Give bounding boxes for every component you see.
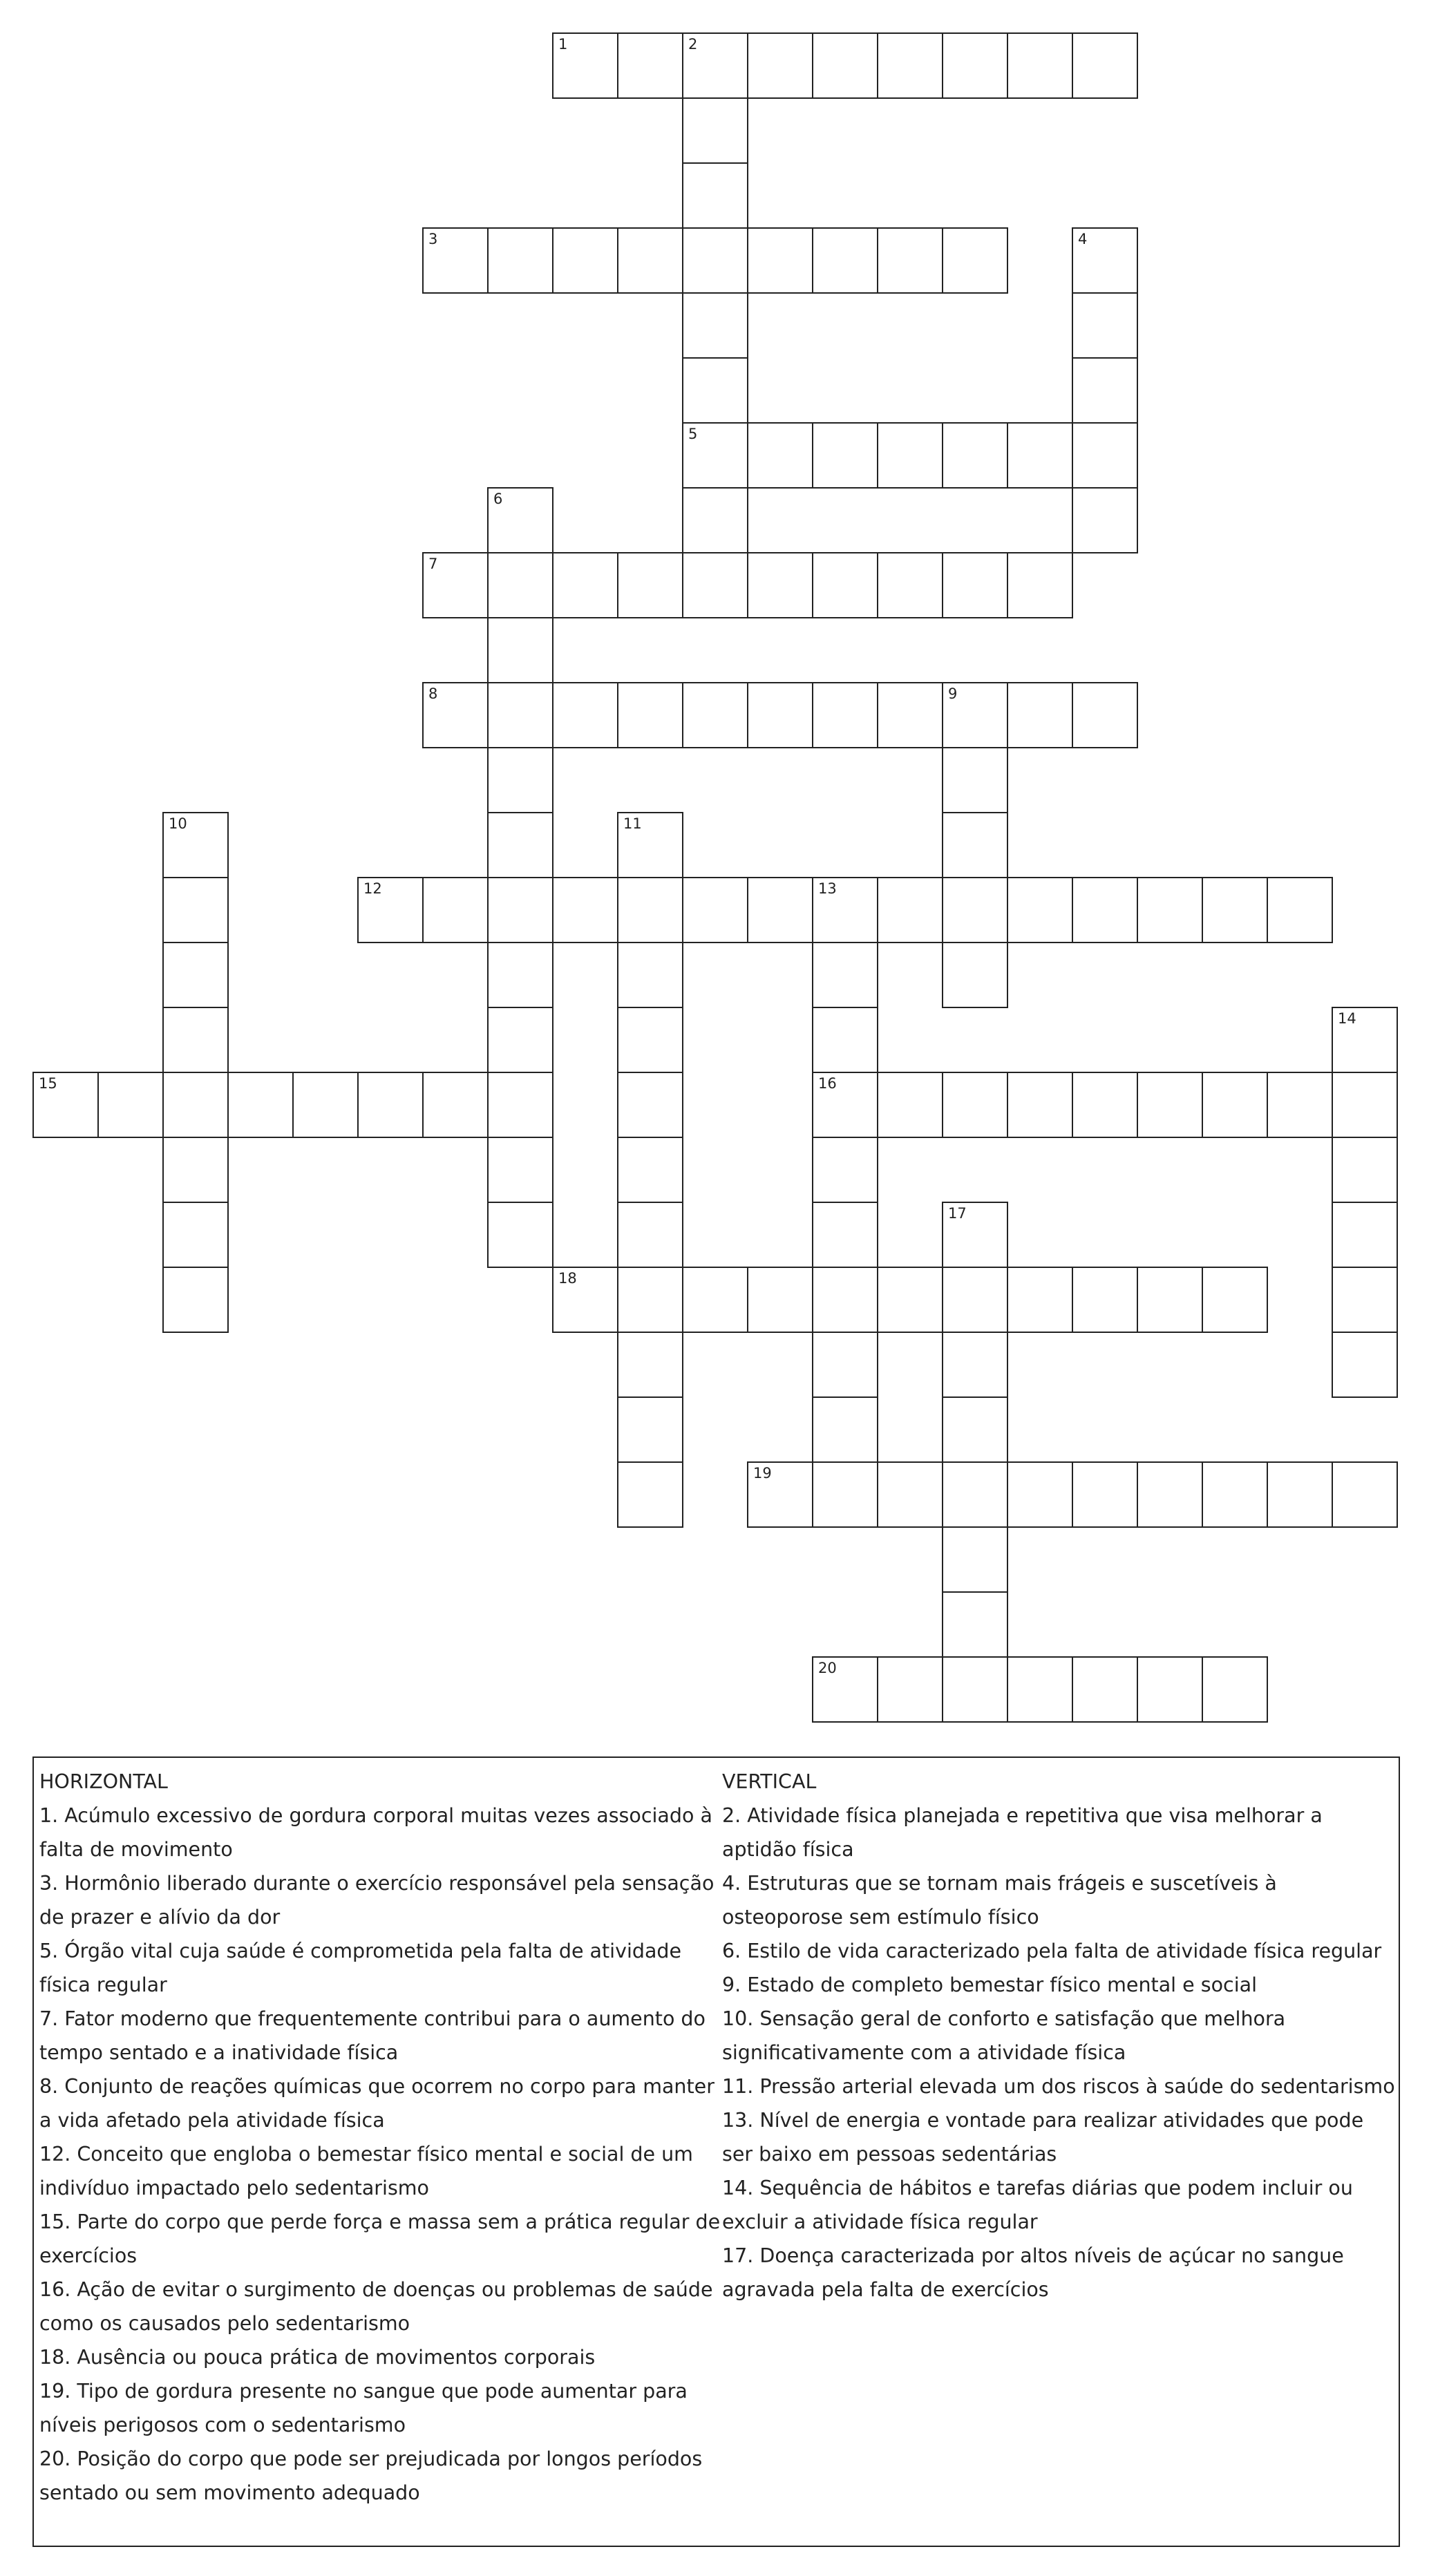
clue-item: 7. Fator moderno que frequentemente contribui para o aumento do tempo sentado e a inatividade física (39, 2007, 706, 2064)
grid-cell[interactable] (487, 1137, 553, 1203)
cell-number: 13 (818, 880, 837, 897)
grid-cell[interactable] (812, 877, 878, 943)
clue-item: 5. Órgão vital cuja saúde é comprometida pela falta de atividade física regular (39, 1940, 682, 1996)
grid-cell[interactable] (487, 552, 553, 618)
grid-cell[interactable] (942, 1072, 1008, 1138)
grid-cell[interactable] (487, 812, 553, 878)
grid-cell[interactable] (1007, 877, 1073, 943)
cell-number: 14 (1338, 1010, 1356, 1027)
grid-cell[interactable] (942, 422, 1008, 489)
grid-cell[interactable] (617, 32, 683, 99)
grid-cell[interactable] (32, 1072, 99, 1138)
cell-number: 5 (688, 426, 698, 442)
grid-cell[interactable] (942, 747, 1008, 813)
clue-item: 17. Doença caracterizada por altos níveis de açúcar no sangue agravada pela falta de exercícios (722, 2244, 1344, 2301)
grid-cell[interactable] (942, 32, 1008, 99)
grid-cell[interactable] (1332, 1461, 1398, 1528)
grid-cell[interactable] (617, 1332, 683, 1398)
grid-cell[interactable] (1332, 1267, 1398, 1333)
grid-cell[interactable] (812, 1332, 878, 1398)
vertical-clue-list (722, 1799, 1396, 2307)
grid-cell[interactable] (1007, 1072, 1073, 1138)
clues-box (32, 1756, 1400, 2547)
grid-cell[interactable] (422, 1072, 489, 1138)
grid-cell[interactable] (942, 942, 1008, 1008)
grid-cell[interactable] (812, 227, 878, 294)
grid-cell[interactable] (682, 877, 748, 943)
clue-item: 18. Ausência ou pouca prática de movimentos corporais (39, 2346, 596, 2369)
grid-cell[interactable] (422, 227, 489, 294)
grid-cell[interactable] (682, 162, 748, 229)
grid-cell[interactable] (942, 552, 1008, 618)
grid-cell[interactable] (552, 552, 618, 618)
cell-number: 7 (428, 556, 438, 572)
clue-item: 16. Ação de evitar o surgimento de doenças ou problemas de saúde como os causados pelo sedentarismo (39, 2278, 713, 2335)
grid-cell[interactable] (747, 422, 813, 489)
grid-cell[interactable] (1007, 1461, 1073, 1528)
grid-cell[interactable] (877, 422, 943, 489)
grid-cell[interactable] (877, 227, 943, 294)
clue-item: 14. Sequência de hábitos e tarefas diárias que podem incluir ou excluir a atividade física regular (722, 2177, 1353, 2233)
horizontal-clues-column (39, 1765, 723, 2510)
grid-cell[interactable] (617, 682, 683, 748)
grid-cell[interactable] (942, 812, 1008, 878)
grid-cell[interactable] (747, 552, 813, 618)
cell-number: 19 (753, 1465, 772, 1481)
grid-cell[interactable] (747, 1267, 813, 1333)
grid-cell[interactable] (942, 1267, 1008, 1333)
grid-cell[interactable] (812, 1267, 878, 1333)
grid-cell[interactable] (1007, 1656, 1073, 1723)
grid-cell[interactable] (1332, 1007, 1398, 1073)
grid-cell[interactable] (877, 1461, 943, 1528)
grid-cell[interactable] (942, 1396, 1008, 1463)
grid-cell[interactable] (747, 32, 813, 99)
clue-item: 13. Nível de energia e vontade para realizar atividades que pode ser baixo em pessoas sedentárias (722, 2109, 1364, 2166)
grid-cell[interactable] (812, 1656, 878, 1723)
clue-item: 1. Acúmulo excessivo de gordura corporal muitas vezes associado à falta de movimento (39, 1804, 712, 1861)
horizontal-clue-list (39, 1799, 723, 2510)
grid-cell[interactable] (487, 227, 553, 294)
grid-cell[interactable] (942, 877, 1008, 943)
cell-number: 2 (688, 36, 698, 53)
grid-cell[interactable] (227, 1072, 294, 1138)
clue-item: 9. Estado de completo bemestar físico mental e social (722, 1973, 1257, 1996)
cell-number: 4 (1078, 231, 1088, 247)
grid-cell[interactable] (1007, 552, 1073, 618)
grid-cell[interactable] (682, 682, 748, 748)
cell-number: 20 (818, 1660, 837, 1676)
grid-cell[interactable] (812, 1007, 878, 1073)
grid-cell[interactable] (1007, 682, 1073, 748)
cell-number: 3 (428, 231, 438, 247)
grid-cell[interactable] (812, 682, 878, 748)
grid-cell[interactable] (617, 1072, 683, 1138)
grid-cell[interactable] (1332, 1072, 1398, 1138)
grid-cell[interactable] (877, 552, 943, 618)
grid-cell[interactable] (1267, 1461, 1333, 1528)
grid-cell[interactable] (1072, 422, 1138, 489)
grid-cell[interactable] (617, 552, 683, 618)
grid-cell[interactable] (487, 1072, 553, 1138)
grid-cell[interactable] (682, 357, 748, 424)
grid-cell[interactable] (1137, 877, 1203, 943)
grid-cell[interactable] (1072, 357, 1138, 424)
grid-cell[interactable] (487, 682, 553, 748)
grid-cell[interactable] (487, 1007, 553, 1073)
grid-cell[interactable] (812, 1137, 878, 1203)
grid-cell[interactable] (1072, 1072, 1138, 1138)
clue-item: 4. Estruturas que se tornam mais frágeis e suscetíveis à osteoporose sem estímulo físico (722, 1872, 1277, 1929)
grid-cell[interactable] (162, 1267, 229, 1333)
grid-cell[interactable] (747, 682, 813, 748)
grid-cell[interactable] (357, 877, 424, 943)
grid-cell[interactable] (1072, 877, 1138, 943)
grid-cell[interactable] (552, 227, 618, 294)
grid-cell[interactable] (162, 1072, 229, 1138)
grid-cell[interactable] (1137, 1072, 1203, 1138)
grid-cell[interactable] (1072, 682, 1138, 748)
grid-cell[interactable] (552, 32, 618, 99)
grid-cell[interactable] (812, 942, 878, 1008)
grid-cell[interactable] (877, 682, 943, 748)
grid-cell[interactable] (1332, 1137, 1398, 1203)
grid-cell[interactable] (422, 552, 489, 618)
grid-cell[interactable] (942, 227, 1008, 294)
grid-cell[interactable] (812, 1396, 878, 1463)
grid-cell[interactable] (552, 1267, 618, 1333)
grid-cell[interactable] (747, 877, 813, 943)
cell-number: 11 (623, 815, 642, 832)
grid-cell[interactable] (682, 1267, 748, 1333)
clue-item: 3. Hormônio liberado durante o exercício responsável pela sensação de prazer e alívio da dor (39, 1872, 714, 1929)
grid-cell[interactable] (812, 1202, 878, 1268)
grid-cell[interactable] (877, 1656, 943, 1723)
grid-cell[interactable] (1202, 877, 1268, 943)
grid-cell[interactable] (487, 487, 553, 553)
clue-item: 10. Sensação geral de conforto e satisfação que melhora significativamente com a atividade física (722, 2007, 1286, 2064)
grid-cell[interactable] (942, 1461, 1008, 1528)
grid-cell[interactable] (812, 32, 878, 99)
grid-cell[interactable] (617, 227, 683, 294)
grid-cell[interactable] (1072, 292, 1138, 359)
grid-cell[interactable] (617, 1007, 683, 1073)
grid-cell[interactable] (942, 1591, 1008, 1658)
grid-cell[interactable] (1007, 32, 1073, 99)
grid-cell[interactable] (747, 227, 813, 294)
cell-number: 6 (493, 491, 503, 507)
grid-cell[interactable] (1007, 422, 1073, 489)
grid-cell[interactable] (812, 552, 878, 618)
grid-cell[interactable] (162, 942, 229, 1008)
grid-cell[interactable] (1072, 227, 1138, 294)
grid-cell[interactable] (1072, 1656, 1138, 1723)
clue-item: 12. Conceito que engloba o bemestar físico mental e social de um indivíduo impactado pelo sedentarismo (39, 2143, 693, 2199)
grid-cell[interactable] (162, 1137, 229, 1203)
grid-cell[interactable] (487, 747, 553, 813)
grid-cell[interactable] (747, 1461, 813, 1528)
clue-item: 20. Posição do corpo que pode ser prejudicada por longos períodos sentado ou sem movimento adequado (39, 2447, 703, 2504)
grid-cell[interactable] (617, 812, 683, 878)
cell-number: 12 (363, 880, 382, 897)
grid-cell[interactable] (1137, 1461, 1203, 1528)
cell-number: 1 (558, 36, 568, 53)
grid-cell[interactable] (812, 422, 878, 489)
grid-cell[interactable] (1202, 1267, 1268, 1333)
grid-cell[interactable] (292, 1072, 359, 1138)
grid-cell[interactable] (1072, 1267, 1138, 1333)
cell-number: 17 (948, 1205, 967, 1222)
grid-cell[interactable] (1072, 487, 1138, 553)
grid-cell[interactable] (942, 682, 1008, 748)
grid-cell[interactable] (617, 942, 683, 1008)
grid-cell[interactable] (1202, 1656, 1268, 1723)
grid-cell[interactable] (682, 97, 748, 164)
grid-cell[interactable] (682, 292, 748, 359)
grid-cell[interactable] (682, 422, 748, 489)
cell-number: 9 (948, 685, 958, 702)
grid-cell[interactable] (942, 1526, 1008, 1593)
grid-cell[interactable] (682, 227, 748, 294)
grid-cell[interactable] (617, 877, 683, 943)
clue-item: 11. Pressão arterial elevada um dos riscos à saúde do sedentarismo (722, 2075, 1395, 2098)
clue-item: 8. Conjunto de reações químicas que ocorrem no corpo para manter a vida afetado pela atividade física (39, 2075, 714, 2132)
grid-cell[interactable] (162, 1007, 229, 1073)
grid-cell[interactable] (877, 877, 943, 943)
grid-cell[interactable] (487, 617, 553, 683)
cell-number: 18 (558, 1270, 577, 1287)
grid-cell[interactable] (942, 1332, 1008, 1398)
grid-cell[interactable] (357, 1072, 424, 1138)
grid-cell[interactable] (422, 682, 489, 748)
grid-cell[interactable] (162, 812, 229, 878)
grid-cell[interactable] (162, 1202, 229, 1268)
grid-cell[interactable] (552, 682, 618, 748)
horizontal-heading: HORIZONTAL (39, 1770, 168, 1793)
clue-item: 6. Estilo de vida caracterizado pela falta de atividade física regular (722, 1940, 1382, 1962)
grid-cell[interactable] (487, 942, 553, 1008)
clue-item: 19. Tipo de gordura presente no sangue que pode aumentar para níveis perigosos com o sedentarismo (39, 2380, 688, 2436)
grid-cell[interactable] (617, 1461, 683, 1528)
grid-cell[interactable] (1202, 1461, 1268, 1528)
grid-cell[interactable] (1007, 1267, 1073, 1333)
grid-cell[interactable] (487, 1202, 553, 1268)
cell-number: 10 (169, 815, 187, 832)
grid-cell[interactable] (487, 877, 553, 943)
grid-cell[interactable] (1267, 877, 1333, 943)
grid-cell[interactable] (1137, 1267, 1203, 1333)
grid-cell[interactable] (1072, 1461, 1138, 1528)
vertical-heading: VERTICAL (722, 1770, 817, 1793)
grid-cell[interactable] (552, 877, 618, 943)
grid-cell[interactable] (812, 1461, 878, 1528)
grid-cell[interactable] (617, 1396, 683, 1463)
grid-cell[interactable] (1332, 1202, 1398, 1268)
grid-cell[interactable] (1072, 32, 1138, 99)
grid-cell[interactable] (682, 552, 748, 618)
clue-item: 15. Parte do corpo que perde força e massa sem a prática regular de exercícios (39, 2210, 721, 2267)
grid-cell[interactable] (422, 877, 489, 943)
cell-number: 16 (818, 1075, 837, 1092)
grid-cell[interactable] (1202, 1072, 1268, 1138)
grid-cell[interactable] (877, 1267, 943, 1333)
clue-item: 2. Atividade física planejada e repetitiva que visa melhorar a aptidão física (722, 1804, 1323, 1861)
grid-cell[interactable] (617, 1137, 683, 1203)
grid-cell[interactable] (1137, 1656, 1203, 1723)
grid-cell[interactable] (617, 1202, 683, 1268)
grid-cell[interactable] (1332, 1332, 1398, 1398)
grid-cell[interactable] (812, 1072, 878, 1138)
cell-number: 8 (428, 685, 438, 702)
grid-cell[interactable] (1267, 1072, 1333, 1138)
grid-cell[interactable] (617, 1267, 683, 1333)
grid-cell[interactable] (682, 487, 748, 553)
cell-number: 15 (39, 1075, 57, 1092)
grid-cell[interactable] (942, 1656, 1008, 1723)
grid-cell[interactable] (942, 1202, 1008, 1268)
vertical-clues-column (722, 1765, 1396, 2307)
grid-cell[interactable] (162, 877, 229, 943)
grid-cell[interactable] (877, 1072, 943, 1138)
grid-cell[interactable] (97, 1072, 164, 1138)
grid-cell[interactable] (682, 32, 748, 99)
grid-cell[interactable] (877, 32, 943, 99)
